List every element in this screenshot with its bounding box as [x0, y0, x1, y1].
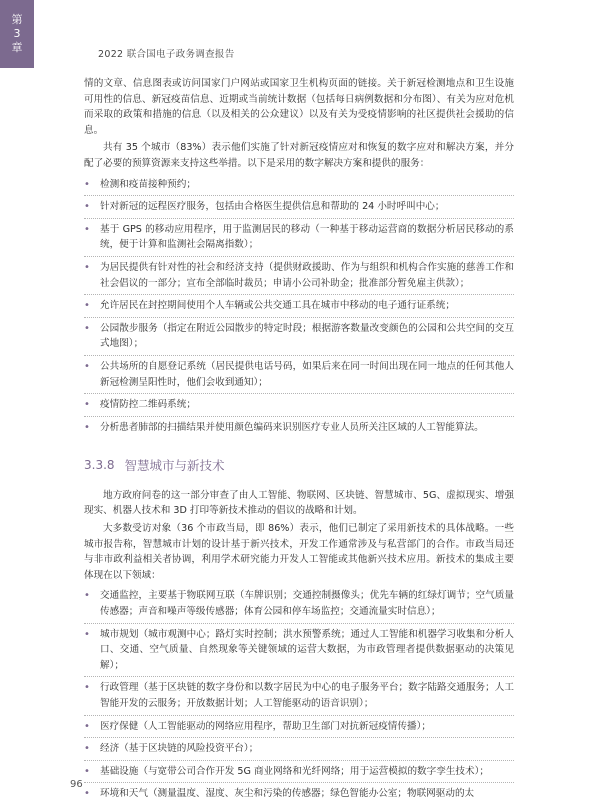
list-item: [84, 760, 514, 783]
bullet-icon: •: [84, 360, 90, 372]
chapter-tab-line2: 3: [13, 27, 21, 40]
bullet-icon: •: [84, 421, 90, 433]
list-item: [84, 737, 514, 760]
list-item: [84, 317, 514, 355]
bullet-icon: •: [84, 223, 90, 235]
list-item-text: 允许居民在封控期间使用个人车辆或公共交通工具在城市中移动的电子通行证系统；: [100, 300, 455, 312]
bullet-icon: •: [84, 628, 90, 640]
section-number: 3.3.8: [84, 458, 115, 473]
list-item: [84, 782, 514, 805]
page-number: 96: [70, 779, 83, 790]
list-item-text: 公园散步服务（指定在附近公园散步的特定时段；根据游客数量改变颜色的公园和公共空间的交互式地图）；: [100, 322, 514, 350]
chapter-tab-line3: 章: [11, 41, 23, 54]
bullet-icon: •: [84, 201, 90, 213]
list-item: [84, 393, 514, 416]
list-item-text: 分析患者肺部的扫描结果并使用颜色编码来识别医疗专业人员所关注区域的人工智能算法。: [100, 421, 484, 433]
chapter-tab: [0, 0, 34, 68]
list-item: [84, 355, 514, 393]
digital-solutions-list: [84, 174, 514, 439]
list-item: [84, 195, 514, 218]
list-item-text: 行政管理（基于区块链的数字身份和以数字居民为中心的电子服务平台；数字陆路交通服务；人工智能开发的云服务；开放数据计划；人工智能驱动的语音识别）；: [100, 682, 514, 709]
list-item: [84, 416, 514, 439]
list-item: [84, 218, 514, 256]
list-item: [84, 585, 514, 622]
list-item-text: 环境和天气（测量温度、湿度、灰尘和污染的传感器；绿色智能办公室；物联网驱动的太: [100, 788, 475, 800]
bullet-icon: •: [84, 590, 90, 602]
list-item-text: 城市规划（城市观测中心；路灯实时控制；洪水预警系统；通过人工智能和机器学习收集和分析人口、交通、空气质量、自然现象等关键领域的运营大数据，为市政管理者提供数据驱动的决策见解）；: [100, 628, 514, 671]
chapter-tab-line1: 第: [11, 13, 23, 26]
list-item-text: 公共场所的自愿登记系统（居民提供电话号码，如果后来在同一时间出现在同一地点的任何其他人新冠检测呈阳性时，他们会收到通知）；: [100, 360, 514, 388]
list-item-text: 交通监控，主要基于物联网互联（车牌识别；交通控制摄像头；优先车辆的红绿灯调节；空气质量传感器；声音和噪声等级传感器；体育公园和停车场监控；交通流量实时信息）；: [100, 590, 514, 618]
list-item: [84, 676, 514, 714]
intro-paragraph: 共有 35 个城市（83%）表示他们实施了针对新冠疫情应对和恢复的数字应对和解决方案，并分配了必要的预算资源来支持这些举措。以下是采用的数字解决方案和提供的服务：: [84, 142, 514, 169]
running-header: 2022 联合国电子政务调查报告: [98, 49, 235, 60]
list-item-text: 疫情防控二维码系统；: [100, 399, 196, 411]
list-item-text: 医疗保健（人工智能驱动的网络应用程序，帮助卫生部门对抗新冠疫情传播）；: [100, 720, 431, 732]
bullet-icon: •: [84, 261, 90, 273]
section-paragraph: 大多数受访对象（36 个市政当局，即 86%）表示，他们已制定了采用新技术的具体战略。一些城市报告称，智慧城市计划的设计基于新兴技术，开发工作通常涉及与私营部门的合作。市政当局还与非市政利益相关者协调，利用学术研究能力开发人工智能或其他新兴技术应用。新技术的集成主要体现在以下领域：: [84, 523, 514, 581]
list-item-text: 基础设施（与宽带公司合作开发 5G 商业网络和光纤网络；用于运营模拟的数字孪生技术）；: [100, 765, 489, 777]
bullet-icon: •: [84, 765, 90, 777]
intro-paragraph: 情的文章、信息图表或访问国家门户网站或国家卫生机构页面的链接。关于新冠检测地点和卫生设施可用性的信息、新冠疫苗信息、近期或当前统计数据（包括每日病例数据和分布图）、有关为应对危机而采取的政策和措施的信息（以及相关的公众建议）以及有关为受疫情影响的社区提供社会援助的信息。: [84, 78, 514, 136]
bullet-icon: •: [84, 682, 90, 694]
bullet-icon: •: [84, 322, 90, 334]
section-title: 智慧城市与新技术: [124, 458, 225, 474]
section-paragraph: 地方政府问卷的这一部分审查了由人工智能、物联网、区块链、智慧城市、5G、虚拟现实、增强现实、机器人技术和 3D 打印等新技术推动的倡议的战略和计划。: [84, 489, 514, 517]
section-heading: [84, 458, 514, 474]
list-item-text: 基于 GPS 的移动应用程序，用于监测居民的移动（一种基于移动运营商的数据分析居民移动的系统，便于计算和监测社会隔离指数）；: [100, 223, 514, 251]
list-item: [84, 623, 514, 677]
list-item-text: 针对新冠的远程医疗服务，包括由合格医生提供信息和帮助的 24 小时呼叫中心；: [100, 201, 445, 213]
list-item: [84, 715, 514, 738]
bullet-icon: •: [84, 300, 90, 312]
bullet-icon: •: [84, 788, 90, 800]
list-item: [84, 294, 514, 317]
technology-areas-list: [84, 585, 514, 805]
list-item-text: 经济（基于区块链的风险投资平台）；: [100, 743, 259, 755]
list-item: [84, 256, 514, 294]
bullet-icon: •: [84, 743, 90, 755]
list-item: [84, 174, 514, 196]
list-item-text: 检测和疫苗接种预约；: [100, 178, 196, 190]
bullet-icon: •: [84, 178, 90, 190]
bullet-icon: •: [84, 399, 90, 411]
list-item-text: 为居民提供有针对性的社会和经济支持（提供财政援助、作为与组织和机构合作实施的慈善工作和社会倡议的一部分；宣布全部临时裁员；申请小公司补助金；批准部分暂免雇主供款）；: [100, 261, 514, 289]
bullet-icon: •: [84, 720, 90, 732]
page-body: [84, 76, 514, 805]
